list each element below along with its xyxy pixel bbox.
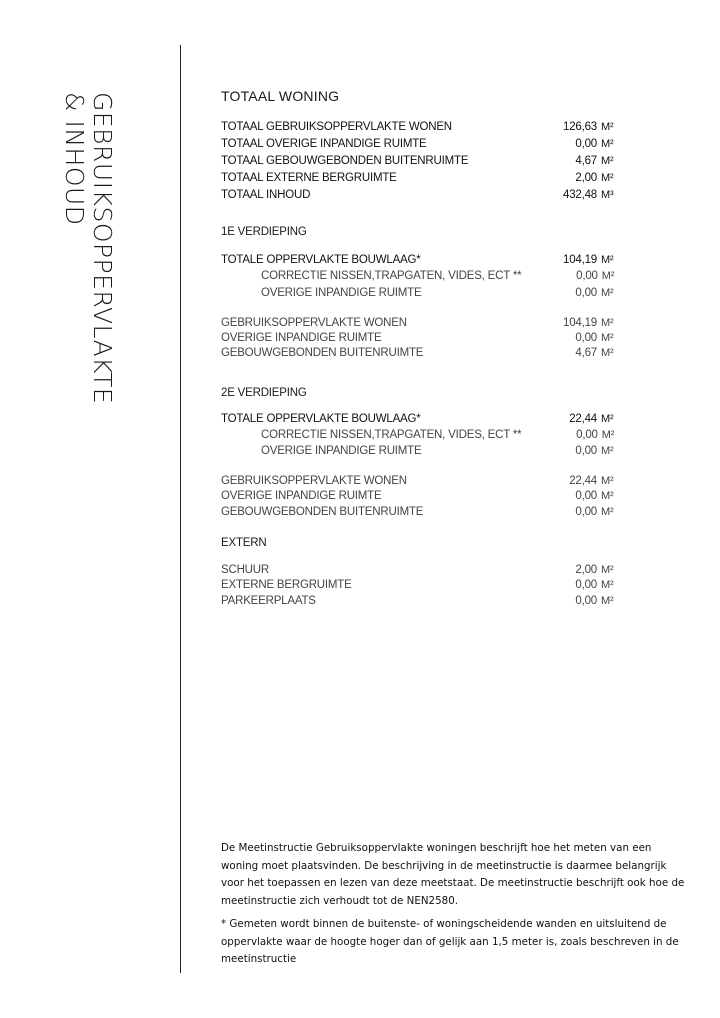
table-row: [221, 119, 617, 135]
table-row: [221, 577, 617, 593]
row-label: TOTAAL EXTERNE BERGRUIMTE: [221, 172, 397, 184]
table-row: [221, 427, 617, 443]
row-label: GEBRUIKSOPPERVLAKTE WONEN: [221, 317, 407, 329]
side-title-line2: & INHOUD: [60, 92, 89, 226]
section-heading-extern: EXTERN: [221, 537, 267, 549]
table-row: [221, 488, 617, 504]
row-value: 4,67: [575, 347, 597, 359]
note-paragraph-1: De Meetinstructie Gebruiksoppervlakte woningen beschrijft hoe het meten van een woning moet plaatsvinden. De beschrijving in de meetinstructie is daarmee belangrijk voor het toepassen en lezen van deze meetstaat. De meetinstructie beschrijft ook hoe de meetinstructie zich verhoudt tot de NEN2580.: [221, 842, 685, 907]
main-heading: TOTAAL WONING: [221, 88, 340, 104]
row-label: PARKEERPLAATS: [221, 595, 316, 607]
table-row: [221, 187, 617, 203]
table-row: [221, 562, 617, 578]
row-value: 0,00: [575, 506, 597, 518]
row-value: 0,00: [575, 579, 597, 591]
row-label: OVERIGE INPANDIGE RUIMTE: [261, 445, 422, 457]
row-unit: M²: [601, 579, 614, 591]
row-value: 0,00: [575, 595, 597, 607]
table-row: [221, 315, 617, 331]
side-title: [60, 92, 116, 404]
row-unit: M²: [601, 506, 614, 518]
row-value: 0,00: [576, 270, 598, 282]
row-label: GEBOUWGEBONDEN BUITENRUIMTE: [221, 347, 424, 359]
vertical-divider: [180, 45, 181, 973]
row-unit: M²: [601, 595, 614, 607]
table-row: [221, 136, 617, 152]
row-label: OVERIGE INPANDIGE RUIMTE: [221, 332, 382, 344]
row-value: 126,63: [563, 121, 597, 133]
table-row: [221, 411, 617, 427]
row-label: TOTAAL OVERIGE INPANDIGE RUIMTE: [221, 138, 427, 150]
row-unit: M²: [601, 172, 614, 184]
row-unit: M²: [601, 445, 614, 457]
row-label: SCHUUR: [221, 564, 269, 576]
row-unit: M²: [601, 121, 614, 133]
row-value: 0,00: [575, 138, 597, 150]
row-value: 2,00: [575, 172, 597, 184]
table-row: [221, 285, 617, 301]
row-label: TOTALE OPPERVLAKTE BOUWLAAG*: [221, 413, 421, 425]
row-label: OVERIGE INPANDIGE RUIMTE: [261, 287, 422, 299]
row-unit: M²: [601, 254, 614, 266]
table-row: [221, 593, 617, 609]
row-value: 2,00: [575, 564, 597, 576]
row-unit: M²: [601, 475, 614, 487]
footnotes: [221, 840, 691, 975]
row-unit: M²: [601, 429, 615, 441]
row-value: 432,48: [563, 189, 597, 201]
table-row: [221, 443, 617, 459]
table-row: [221, 330, 617, 346]
row-value: 104,19: [563, 317, 597, 329]
section-heading-floor2: 2E VERDIEPING: [221, 387, 307, 399]
row-unit: M²: [601, 155, 614, 167]
row-label: TOTAAL INHOUD: [221, 189, 311, 201]
table-row: [221, 268, 617, 284]
row-unit: M³: [601, 189, 614, 201]
row-value: 4,67: [575, 155, 597, 167]
table-row: [221, 504, 617, 520]
row-unit: M²: [601, 564, 614, 576]
side-title-line1: GEBRUIKSOPPERVLAKTE: [88, 92, 117, 405]
row-label: TOTALE OPPERVLAKTE BOUWLAAG*: [221, 254, 421, 266]
row-label: CORRECTIE NISSEN,TRAPGATEN, VIDES, ECT **: [261, 429, 522, 441]
row-unit: M²: [601, 270, 615, 282]
row-unit: M²: [601, 490, 614, 502]
row-value: 0,00: [575, 332, 597, 344]
row-unit: M²: [601, 332, 614, 344]
row-unit: M²: [601, 317, 614, 329]
table-row: [221, 345, 617, 361]
row-unit: M²: [601, 347, 614, 359]
row-value: 0,00: [575, 445, 597, 457]
row-value: 104,19: [563, 254, 597, 266]
row-value: 0,00: [576, 429, 598, 441]
row-label: OVERIGE INPANDIGE RUIMTE: [221, 490, 382, 502]
row-label: TOTAAL GEBOUWGEBONDEN BUITENRUIMTE: [221, 155, 469, 167]
row-label: GEBRUIKSOPPERVLAKTE WONEN: [221, 475, 407, 487]
row-unit: M²: [601, 138, 614, 150]
table-row: [221, 473, 617, 489]
row-label: TOTAAL GEBRUIKSOPPERVLAKTE WONEN: [221, 121, 452, 133]
row-label: EXTERNE BERGRUIMTE: [221, 579, 352, 591]
row-unit: M²: [601, 287, 614, 299]
section-heading-floor1: 1E VERDIEPING: [221, 226, 307, 238]
row-unit: M²: [601, 413, 614, 425]
table-row: [221, 252, 617, 268]
row-value: 0,00: [575, 490, 597, 502]
row-value: 0,00: [575, 287, 597, 299]
row-value: 22,44: [569, 413, 597, 425]
row-label: CORRECTIE NISSEN,TRAPGATEN, VIDES, ECT **: [261, 270, 522, 282]
table-row: [221, 153, 617, 169]
table-row: [221, 170, 617, 186]
row-label: GEBOUWGEBONDEN BUITENRUIMTE: [221, 506, 424, 518]
row-value: 22,44: [569, 475, 597, 487]
note-paragraph-2: * Gemeten wordt binnen de buitenste- of woningscheidende wanden en uitsluitend de oppervlakte waar de hoogte hoger dan of gelijk aan 1,5 meter is, zoals beschreven in de meetinstructie: [221, 918, 679, 965]
